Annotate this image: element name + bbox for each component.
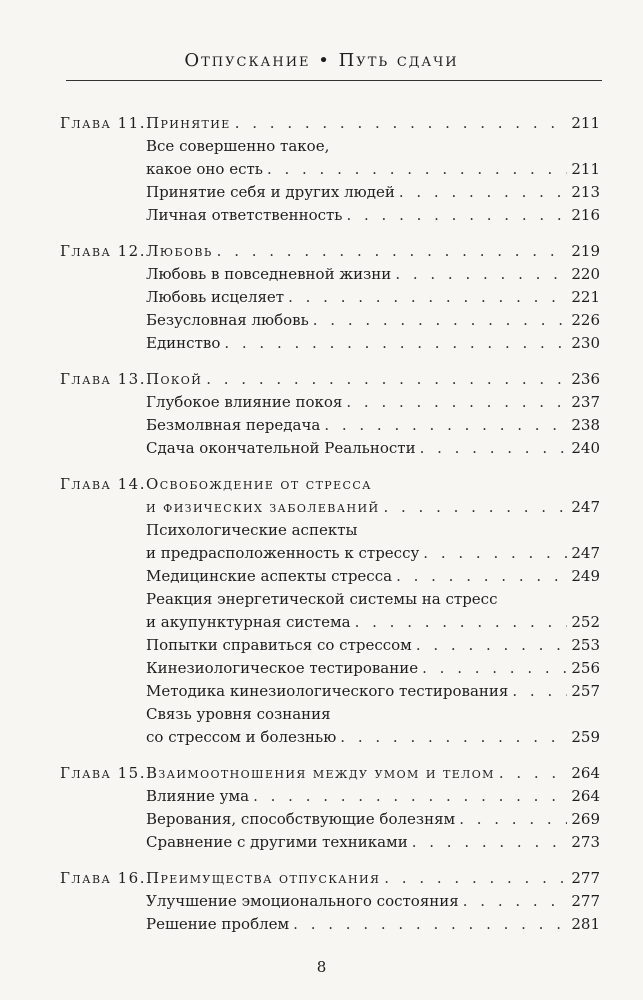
leader-dots [324, 414, 567, 437]
section-row [60, 204, 600, 227]
section-title: Единство [146, 334, 221, 352]
chapter-label: Глава 11. [60, 114, 146, 132]
section-row [60, 785, 600, 808]
section-page-number: 273 [571, 833, 600, 851]
chapter-row [60, 112, 600, 135]
leader-dots [399, 181, 568, 204]
section-row [60, 726, 600, 749]
leader-dots [423, 542, 567, 565]
chapter-page-number: 247 [571, 498, 600, 516]
section-page-number: 277 [571, 892, 600, 910]
section-row [60, 890, 600, 913]
section-page-number: 237 [571, 393, 600, 411]
section-title: Кинезиологическое тестирование [146, 659, 419, 677]
chapter-entry [60, 240, 600, 355]
section-page-number: 257 [571, 682, 600, 700]
section-title: Попытки справиться со стрессом [146, 636, 412, 654]
section-page-number: 247 [571, 544, 600, 562]
leader-dots [396, 565, 567, 588]
section-page-number: 281 [571, 915, 600, 933]
chapter-title: Взаимоотношения между умом и телом [146, 764, 495, 782]
section-title: Сдача окончательной Реальности [146, 439, 416, 457]
leader-dots [463, 890, 568, 913]
section-page-number: 249 [571, 567, 600, 585]
section-title: какое оно есть [146, 160, 263, 178]
section-title: Улучшение эмоционального состояния [146, 892, 459, 910]
chapter-entry [60, 867, 600, 936]
leader-dots [412, 831, 568, 854]
leader-dots [288, 286, 567, 309]
chapter-row [60, 762, 600, 785]
chapter-label: Глава 13. [60, 370, 146, 388]
table-of-contents [60, 112, 600, 949]
section-row [60, 391, 600, 414]
section-title: Психологические аспекты [146, 521, 358, 539]
chapter-title: Любовь [146, 242, 213, 260]
leader-dots [293, 913, 567, 936]
leader-dots [267, 158, 567, 181]
chapter-page-number: 211 [571, 114, 600, 132]
section-page-number: 253 [571, 636, 600, 654]
section-page-number: 252 [571, 613, 600, 631]
section-row [60, 831, 600, 854]
leader-dots [346, 391, 567, 414]
section-page-number: 259 [571, 728, 600, 746]
leader-dots [384, 867, 567, 890]
section-page-number: 213 [571, 183, 600, 201]
section-title: Реакция энергетической системы на стресс [146, 590, 498, 608]
section-title: Любовь исцеляет [146, 288, 285, 306]
chapter-label: Глава 12. [60, 242, 146, 260]
section-title: Методика кинезиологического тестирования [146, 682, 509, 700]
section-page-number: 216 [571, 206, 600, 224]
section-row [60, 588, 600, 611]
section-row [60, 565, 600, 588]
chapter-entry [60, 368, 600, 460]
header-rule [66, 80, 602, 81]
section-row [60, 286, 600, 309]
leader-dots [235, 112, 568, 135]
chapter-label: Глава 14. [60, 475, 146, 493]
leader-dots [395, 263, 567, 286]
leader-dots [512, 680, 567, 703]
chapter-page-number: 277 [571, 869, 600, 887]
chapter-title: и физических заболеваний [146, 498, 380, 516]
leader-dots [355, 611, 568, 634]
page-number: 8 [316, 958, 327, 976]
chapter-row [60, 368, 600, 391]
section-row [60, 913, 600, 936]
section-title: Безмолвная передача [146, 416, 321, 434]
section-title: Решение проблем [146, 915, 290, 933]
section-title: Влияние ума [146, 787, 250, 805]
leader-dots [340, 726, 567, 749]
section-page-number: 238 [571, 416, 600, 434]
section-page-number: 240 [571, 439, 600, 457]
leader-dots [383, 496, 567, 519]
section-title: Принятие себя и других людей [146, 183, 395, 201]
section-title: Глубокое влияние покоя [146, 393, 343, 411]
leader-dots [206, 368, 567, 391]
leader-dots [217, 240, 568, 263]
chapter-page-number: 264 [571, 764, 600, 782]
section-row [60, 657, 600, 680]
section-row [60, 414, 600, 437]
chapter-entry [60, 473, 600, 749]
chapter-row [60, 496, 600, 519]
chapter-page-number: 236 [571, 370, 600, 388]
leader-dots [459, 808, 567, 831]
section-row [60, 519, 600, 542]
section-title: Безусловная любовь [146, 311, 309, 329]
section-row [60, 808, 600, 831]
section-title: Медицинские аспекты стресса [146, 567, 393, 585]
section-row [60, 158, 600, 181]
section-row [60, 703, 600, 726]
section-title: и предрасположенность к стрессу [146, 544, 420, 562]
chapter-page-number: 219 [571, 242, 600, 260]
chapter-label: Глава 16. [60, 869, 146, 887]
section-page-number: 230 [571, 334, 600, 352]
section-title: Сравнение с другими техниками [146, 833, 408, 851]
section-row [60, 263, 600, 286]
leader-dots [422, 657, 567, 680]
running-head: Отпускание • Путь сдачи [184, 50, 459, 71]
chapter-row [60, 240, 600, 263]
leader-dots [313, 309, 568, 332]
section-title: Связь уровня сознания [146, 705, 331, 723]
section-row [60, 181, 600, 204]
chapter-row [60, 473, 600, 496]
section-row [60, 309, 600, 332]
section-row [60, 634, 600, 657]
section-title: Все совершенно такое, [146, 137, 330, 155]
section-row [60, 542, 600, 565]
chapter-title: Преимущества отпускания [146, 869, 381, 887]
chapter-entry [60, 112, 600, 227]
chapter-title: Принятие [146, 114, 231, 132]
chapter-label: Глава 15. [60, 764, 146, 782]
chapter-row [60, 867, 600, 890]
section-page-number: 269 [571, 810, 600, 828]
section-page-number: 211 [571, 160, 600, 178]
section-title: со стрессом и болезнью [146, 728, 337, 746]
section-row [60, 611, 600, 634]
section-row [60, 332, 600, 355]
section-title: и акупунктурная система [146, 613, 351, 631]
section-page-number: 256 [571, 659, 600, 677]
section-title: Верования, способствующие болезням [146, 810, 456, 828]
leader-dots [416, 634, 568, 657]
leader-dots [253, 785, 567, 808]
section-row [60, 680, 600, 703]
section-title: Личная ответственность [146, 206, 343, 224]
section-page-number: 221 [571, 288, 600, 306]
chapter-entry [60, 762, 600, 854]
section-page-number: 226 [571, 311, 600, 329]
chapter-title: Покой [146, 370, 203, 388]
section-row [60, 135, 600, 158]
leader-dots [224, 332, 567, 355]
leader-dots [499, 762, 568, 785]
chapter-title: Освобождение от стресса [146, 475, 372, 493]
section-title: Любовь в повседневной жизни [146, 265, 392, 283]
section-page-number: 264 [571, 787, 600, 805]
leader-dots [420, 437, 568, 460]
section-row [60, 437, 600, 460]
leader-dots [346, 204, 567, 227]
section-page-number: 220 [571, 265, 600, 283]
